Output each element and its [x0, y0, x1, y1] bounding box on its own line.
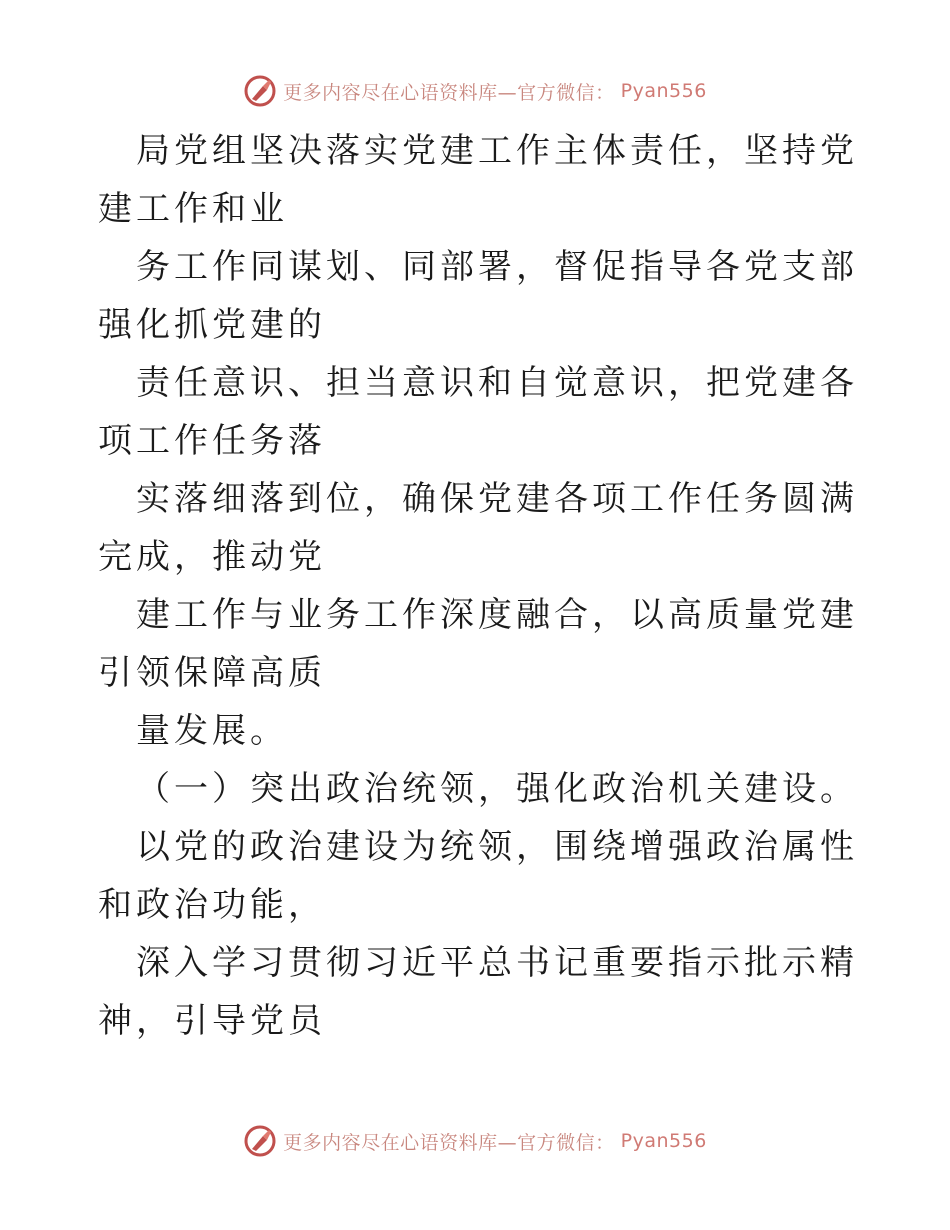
watermark-handle: Pyan556 [620, 80, 707, 102]
paragraph: 责任意识、担当意识和自觉意识，把党建各项工作任务落 [98, 363, 858, 461]
section-heading: （一）突出政治统领，强化政治机关建设。 [136, 769, 858, 809]
paragraph: 深入学习贯彻习近平总书记重要指示批示精神，引导党员 [98, 943, 858, 1041]
watermark-handle: Pyan556 [620, 1130, 707, 1152]
header-watermark [0, 74, 950, 108]
paragraph: 局党组坚决落实党建工作主体责任，坚持党建工作和业 [98, 131, 858, 229]
paragraph: 以党的政治建设为统领，围绕增强政治属性和政治功能， [98, 827, 858, 925]
document-body [98, 122, 858, 1050]
paragraph: 实落细落到位，确保党建各项工作任务圆满完成，推动党 [98, 479, 858, 577]
watermark-text: 更多内容尽在心语资料库—官方微信： [283, 81, 615, 104]
paragraph: 建工作与业务工作深度融合，以高质量党建引领保障高质 [98, 595, 858, 693]
paragraph: 量发展。 [136, 711, 288, 751]
pen-nib-logo-icon [243, 1124, 277, 1158]
paragraph: 务工作同谋划、同部署，督促指导各党支部强化抓党建的 [98, 247, 858, 345]
pen-nib-logo-icon [243, 74, 277, 108]
watermark-text: 更多内容尽在心语资料库—官方微信： [283, 1131, 615, 1154]
footer-watermark [0, 1124, 950, 1158]
